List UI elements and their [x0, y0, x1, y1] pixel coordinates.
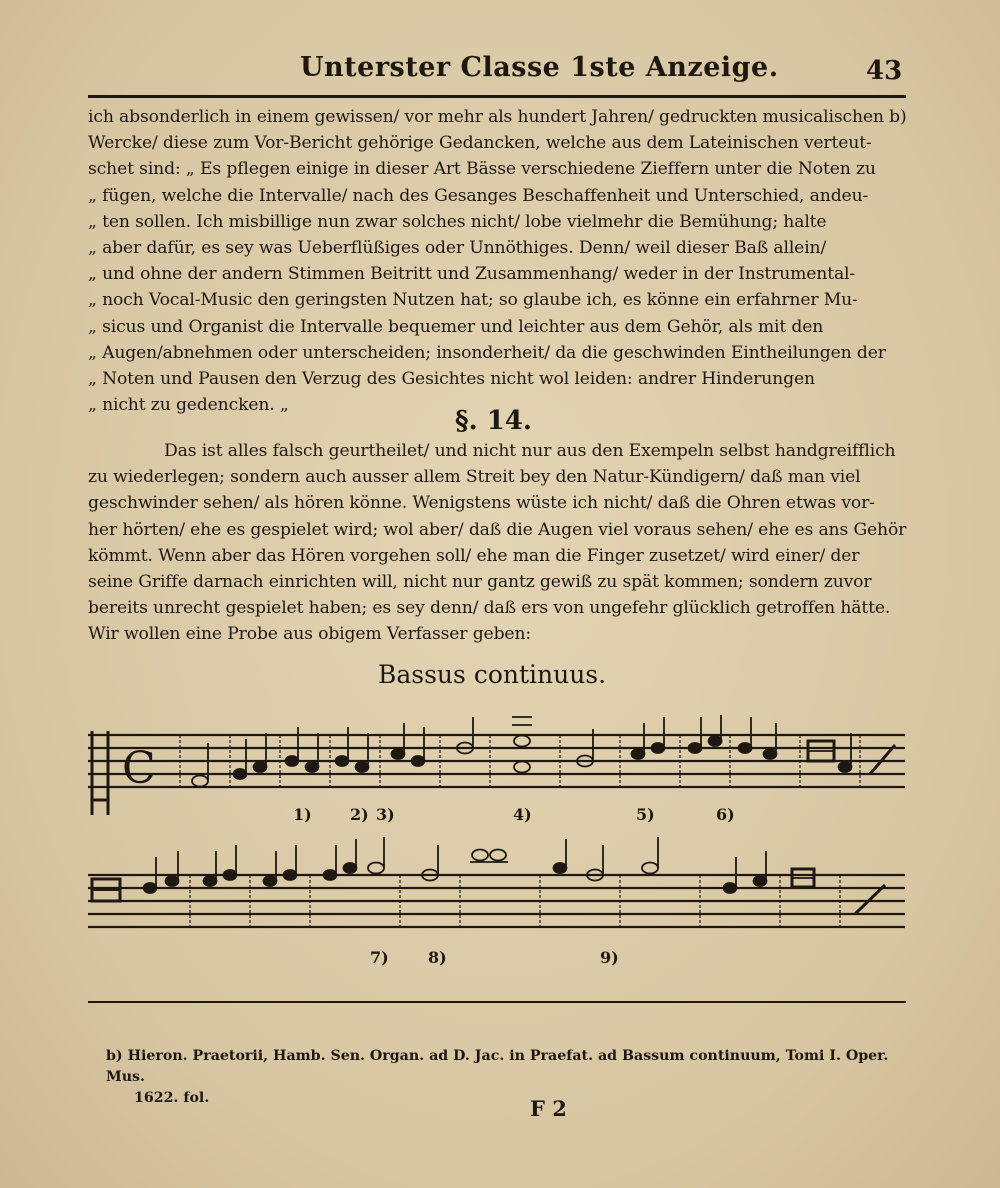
text-line: her hörten/ ehe es gespielet wird; wol aber/ daß die Augen viel voraus sehen/ ehe es ans Gehör: [88, 519, 907, 540]
svg-text:C: C: [122, 743, 156, 794]
figure-mark: 3): [376, 805, 395, 824]
figure-mark: 1): [293, 805, 312, 824]
music-title: Bassus continuus.: [378, 660, 607, 689]
footnote-line: 1622. fol.: [134, 1090, 210, 1106]
paragraph-quote: [88, 104, 910, 418]
figure-mark: 4): [513, 805, 532, 824]
music-staff-2: [80, 835, 910, 970]
footnote-text: Hieron. Praetorii, Hamb. Sen. Organ. ad D. Jac. in Praefat. ad Bassum continuum, Tomi I. Oper. Mus.: [106, 1048, 889, 1085]
running-head: Unterster Classe 1ste Anzeige.: [300, 52, 779, 83]
text-line: „ sicus und Organist die Intervalle bequemer und leichter aus dem Gehör, als mit den: [88, 316, 824, 337]
page-number: 43: [866, 56, 903, 86]
figure-mark: 9): [600, 948, 619, 967]
text-line: kömmt. Wenn aber das Hören vorgehen soll/ ehe man die Finger zusetzet/ wird einer/ der: [88, 545, 860, 566]
signature-mark: F 2: [530, 1096, 567, 1121]
text-line: „ Augen/abnehmen oder unterscheiden; insonderheit/ da die geschwinden Eintheilungen der: [88, 342, 886, 363]
text-line: „ und ohne der andern Stimmen Beitritt und Zusammenhang/ weder in der Instrumental-: [88, 264, 856, 285]
text-line: „ aber dafür, es sey was Ueberflüßiges oder Unnöthiges. Denn/ weil dieser Baß allein/: [88, 237, 827, 258]
text-line: schet sind: „ Es pflegen einige in dieser Art Bässe verschiedene Zieffern unter die Noten zu: [88, 159, 876, 180]
text-line: Wir wollen eine Probe aus obigem Verfasser geben:: [88, 624, 531, 645]
text-line: Wercke/ diese zum Vor-Bericht gehörige Gedancken, welche aus dem Lateinischen verteut-: [88, 133, 872, 154]
text-line: „ noch Vocal-Music den geringsten Nutzen hat; so glaube ich, es könne ein erfahrner Mu-: [88, 290, 858, 311]
text-line: zu wiederlegen; sondern auch ausser allem Streit bey den Natur-Kündigern/ daß man viel: [88, 467, 861, 488]
figure-mark: 2): [350, 805, 369, 824]
section-heading: §. 14.: [455, 406, 532, 436]
text-line: „ fügen, welche die Intervalle/ nach des Gesanges Beschaffenheit und Unterschied, andeu-: [88, 185, 869, 206]
text-line: Das ist alles falsch geurtheilet/ und nicht nur aus den Exempeln selbst handgreifflich: [164, 441, 896, 461]
figure-mark: 5): [636, 805, 655, 824]
text-line: geschwinder sehen/ als hören könne. Wenigstens wüste ich nicht/ daß die Ohren etwas vor-: [88, 493, 875, 514]
footnote-rule: [88, 1001, 906, 1003]
figure-mark: 7): [370, 948, 389, 967]
footnote-line: [106, 1046, 906, 1088]
text-line: bereits unrecht gespielet haben; es sey denn/ daß ers von ungefehr glücklich getroffen hätte.: [88, 598, 891, 619]
text-line: „ Noten und Pausen den Verzug des Gesichtes nicht wol leiden: andrer Hinderungen: [88, 368, 815, 389]
figure-mark: 6): [716, 805, 735, 824]
text-line: ich absonderlich in einem gewissen/ vor mehr als hundert Jahren/ gedruckten musicalischen b): [88, 107, 907, 127]
figure-mark: 8): [428, 948, 447, 967]
paragraph-main: [88, 438, 910, 648]
text-line: „ ten sollen. Ich misbillige nun zwar solches nicht/ lobe vielmehr die Bemühung; halte: [88, 211, 827, 232]
music-staff-1: [80, 715, 910, 830]
header-rule: [88, 95, 906, 98]
footnote: [106, 1046, 906, 1109]
footnote-mark: b): [106, 1048, 123, 1064]
text-line: seine Griffe darnach einrichten will, nicht nur gantz gewiß zu spät kommen; sondern zuvor: [88, 571, 872, 592]
text-line: „ nicht zu gedencken. „: [88, 395, 289, 416]
